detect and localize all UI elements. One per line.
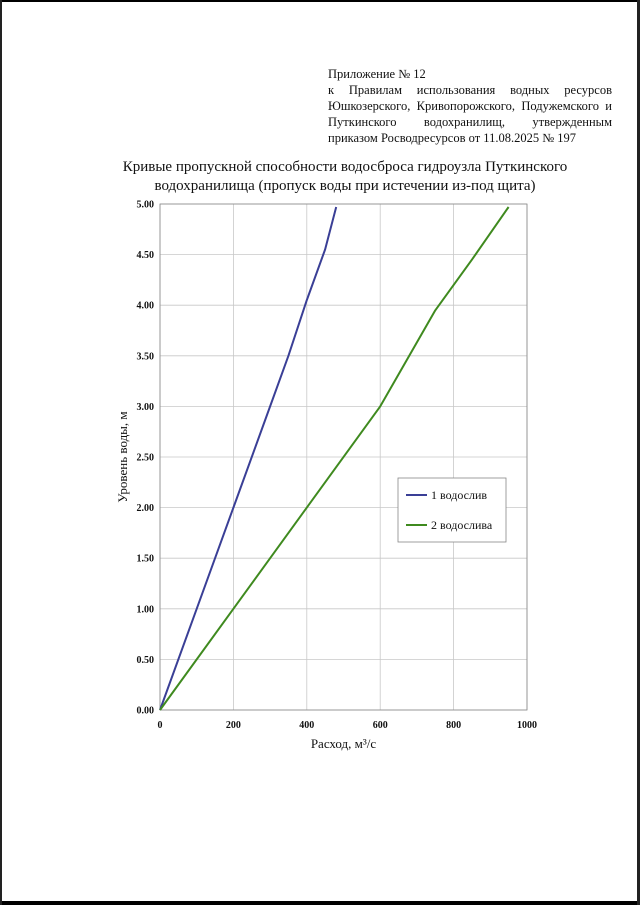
chart-title-line-2: водохранилища (пропуск воды при истечении из-под щита)	[154, 178, 536, 194]
series-line-1	[160, 207, 336, 710]
legend-label-2: 2 водослива	[431, 518, 493, 532]
x-tick-label: 400	[299, 720, 315, 731]
x-tick-label: 800	[446, 720, 462, 731]
y-tick-label: 3.00	[136, 401, 154, 413]
y-tick-label: 2.00	[136, 503, 154, 515]
annex-title: Приложение № 12	[328, 67, 426, 81]
x-axis-label: Расход, м³/с	[310, 736, 377, 751]
y-tick-label: 1.50	[136, 553, 154, 565]
y-tick-labels	[137, 200, 155, 717]
legend-label-1: 1 водослив	[431, 488, 488, 502]
y-tick-label: 0.00	[136, 705, 154, 717]
x-tick-label: 1000	[517, 720, 537, 731]
y-tick-label: 1.00	[136, 604, 154, 616]
annex-body: к Правилам использования водных ресурсов Юшкозерского, Кривопорожского, Подужемского и Путкинского водохранилищ, утвержденным приказом Росводресурсов от 11.08.2025 № 197	[328, 83, 612, 145]
x-tick-labels	[158, 720, 538, 731]
legend	[398, 478, 506, 542]
y-tick-label: 2.50	[136, 452, 154, 464]
y-tick-label: 3.50	[136, 351, 154, 363]
series-lines	[160, 207, 509, 710]
y-tick-label: 0.50	[136, 654, 154, 666]
y-tick-label: 5.00	[136, 199, 154, 211]
y-tick-label: 4.50	[136, 250, 154, 262]
series-line-2	[160, 207, 509, 710]
y-tick-label: 4.00	[136, 300, 154, 312]
x-tick-label: 600	[372, 720, 388, 731]
x-tick-label: 0	[157, 720, 163, 731]
chart-title-line-1: Кривые пропускной способности водосброса гидроузла Путкинского	[122, 159, 568, 175]
x-tick-label: 200	[225, 720, 241, 731]
y-axis-label: Уровень воды, м	[115, 411, 130, 503]
